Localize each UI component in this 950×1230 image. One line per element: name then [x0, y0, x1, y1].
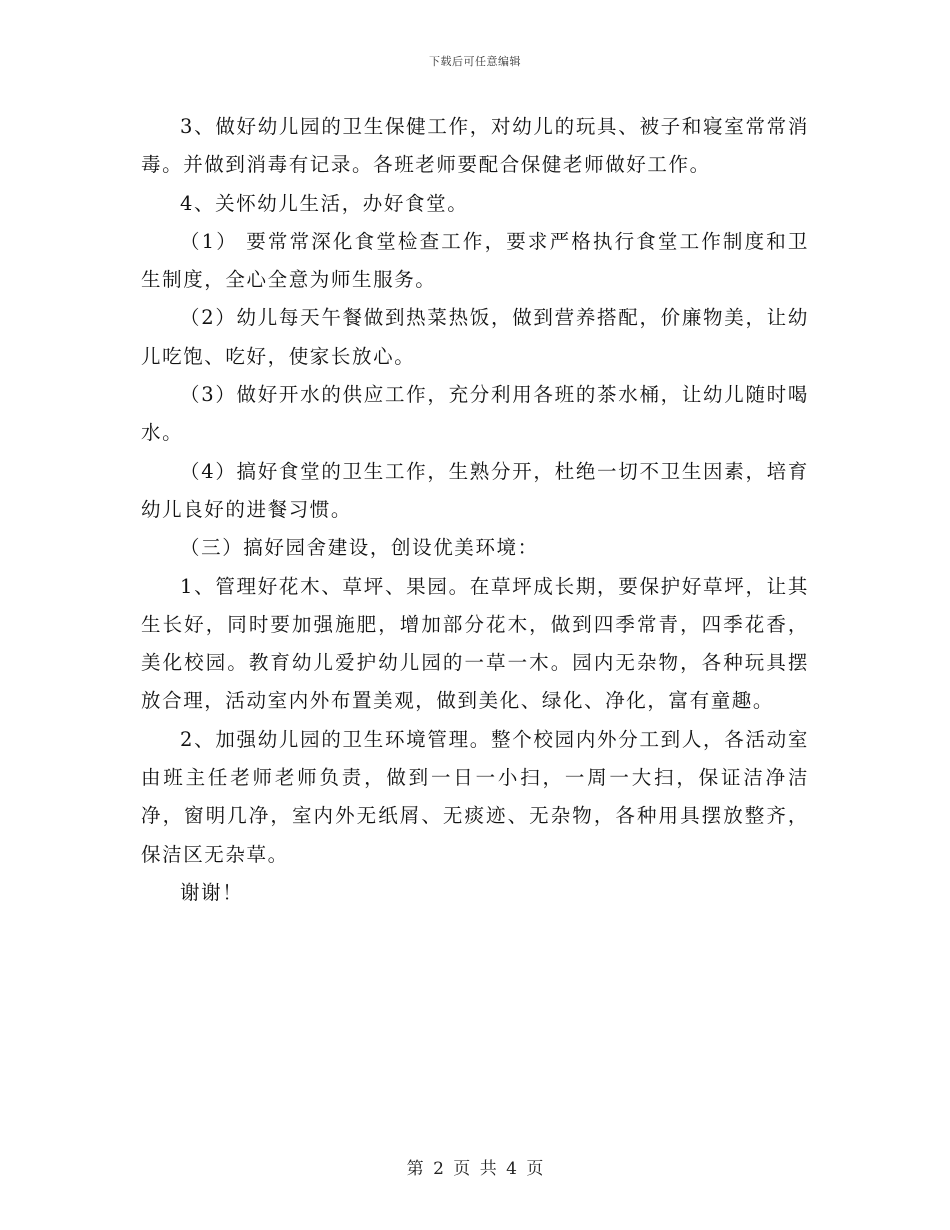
page-header: 下载后可任意编辑 — [429, 55, 521, 68]
paragraph-canteen-item-4: （4）搞好食堂的卫生工作，生熟分开，杜绝一切不卫生因素，培育幼儿良好的进餐习惯。 — [141, 459, 809, 521]
paragraph-canteen-item-3: （3）做好开水的供应工作，充分利用各班的茶水桶，让幼儿随时喝水。 — [141, 383, 809, 445]
paragraph-thanks: 谢谢！ — [180, 880, 244, 904]
paragraph-hygiene-care: 3、做好幼儿园的卫生保健工作，对幼儿的玩具、被子和寝室常常消毒。并做到消毒有记录。各班老师要配合保健老师做好工作。 — [141, 115, 809, 177]
paragraph-canteen-heading: 4、关怀幼儿生活，办好食堂。 — [180, 191, 469, 215]
paragraph-canteen-item-1: （1） 要常常深化食堂检查工作，要求严格执行食堂工作制度和卫生制度，全心全意为师生服务。 — [141, 229, 809, 292]
page-footer: 第 2 页 共 4 页 — [406, 1159, 544, 1179]
body-text — [141, 108, 809, 912]
paragraph-section-three-heading: （三）搞好园舍建设，创设优美环境： — [180, 536, 539, 560]
paragraph-canteen-item-2: （2）幼儿每天午餐做到热菜热饭，做到营养搭配，价廉物美，让幼儿吃饱、吃好，使家长放心。 — [141, 306, 809, 368]
paragraph-environment-management: 2、加强幼儿园的卫生环境管理。整个校园内外分工到人，各活动室由班主任老师老师负责，做到一日一小扫，一周一大扫，保证洁净洁净，窗明几净，室内外无纸屑、无痰迹、无杂物，各种用具摆放整齐，保洁区无杂草。 — [141, 727, 809, 866]
paragraph-garden-management: 1、管理好花木、草坪、果园。在草坪成长期，要保护好草坪，让其生长好，同时要加强施肥，增加部分花木，做到四季常青，四季花香，美化校园。教育幼儿爱护幼儿园的一草一木。园内无杂物，各种玩具摆放合理，活动室内外布置美观，做到美化、绿化、净化，富有童趣。 — [141, 574, 809, 713]
